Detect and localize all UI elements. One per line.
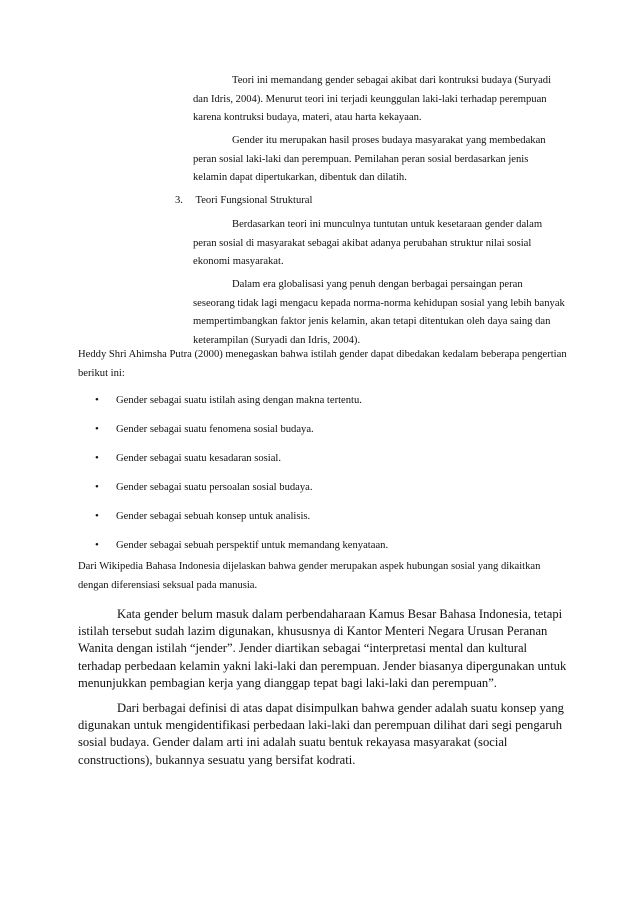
heddy-intro-paragraph: Heddy Shri Ahimsha Putra (2000) menegaskan bahwa istilah gender dapat dibedakan kedalam beberapa pengertian berikut ini: <box>78 349 567 379</box>
bullet-icon: • <box>95 510 99 522</box>
theory-paragraph-1: Teori ini memandang gender sebagai akibat dari kontruksi budaya (Suryadi dan Idris, 2004). Menurut teori ini terjadi keunggulan laki-laki terhadap perempuan karena kontruksi budaya, materi, atau harta kekayaan. <box>193 75 552 123</box>
list-item-text: Gender sebagai suatu kesadaran sosial. <box>116 453 282 464</box>
list-item <box>95 507 310 526</box>
bullet-icon: • <box>95 481 99 493</box>
list-item-text: Gender sebagai suatu fenomena sosial budaya. <box>116 424 314 435</box>
bullet-icon: • <box>95 452 99 464</box>
conclusion-paragraph: Dari berbagai definisi di atas dapat disimpulkan bahwa gender adalah suatu konsep yang digunakan untuk mengidentifikasi perbedaan laki-laki dan perempuan dilihat dari segi pengaruh sosial budaya. Gender dalam arti ini adalah suatu bentuk rekayasa masyarakat (social constructions), bukannya sesuatu yang bersifat kodrati. <box>78 701 564 767</box>
structural-theory-paragraph-2: Dalam era globalisasi yang penuh dengan berbagai persaingan peran seseorang tidak lagi mengacu kepada norma-norma kehidupan sosial yang lebih banyak mempertimbangkan faktor jenis kelamin, akan tetapi ditentukan oleh daya saing dan keterampilan (Suryadi dan Idris, 2004). <box>193 279 565 346</box>
bullet-icon: • <box>95 394 99 406</box>
bullet-icon: • <box>95 423 99 435</box>
list-item-text: Gender sebagai sebuah konsep untuk analisis. <box>116 511 311 522</box>
structural-theory-paragraph-1: Berdasarkan teori ini munculnya tuntutan untuk kesetaraan gender dalam peran sosial di masyarakat sebagai akibat adanya perubahan struktur nilai sosial ekonomi masyarakat. <box>193 219 543 267</box>
list-item <box>95 391 362 410</box>
wikipedia-paragraph: Dari Wikipedia Bahasa Indonesia dijelaskan bahwa gender merupakan aspek hubungan sosial yang dikaitkan dengan diferensiasi seksual pada manusia. <box>78 561 541 591</box>
list-item <box>95 449 281 468</box>
list-item-text: Gender sebagai suatu persoalan sosial budaya. <box>116 482 313 493</box>
list-item-text: Gender sebagai sebuah perspektif untuk memandang kenyataan. <box>116 540 389 551</box>
list-item <box>95 478 313 497</box>
bullet-icon: • <box>95 539 99 551</box>
section-number: 3. <box>175 195 183 206</box>
section-title: Teori Fungsional Struktural <box>195 195 313 206</box>
list-item <box>95 420 314 439</box>
section-heading-3 <box>175 192 575 211</box>
kbbi-paragraph: Kata gender belum masuk dalam perbendaharaan Kamus Besar Bahasa Indonesia, tetapi istilah tersebut sudah lazim digunakan, khususnya di Kantor Menteri Negara Urusan Peranan Wanita dengan istilah “jender”. Jender diartikan sebagai “interpretasi mental dan kultural terhadap perbedaan kelamin yakni laki-laki dan perempuan. Jender biasanya dipergunakan untuk menunjukkan pembagian kerja yang dianggap tepat bagi laki-laki dan perempuan”. <box>78 607 567 690</box>
list-item <box>95 536 388 555</box>
theory-paragraph-2: Gender itu merupakan hasil proses budaya masyarakat yang membedakan peran sosial laki-laki dan perempuan. Pemilahan peran sosial berdasarkan jenis kelamin dapat dipertukarkan, dibentuk dan dilatih. <box>193 135 546 183</box>
list-item-text: Gender sebagai suatu istilah asing dengan makna tertentu. <box>116 395 362 406</box>
